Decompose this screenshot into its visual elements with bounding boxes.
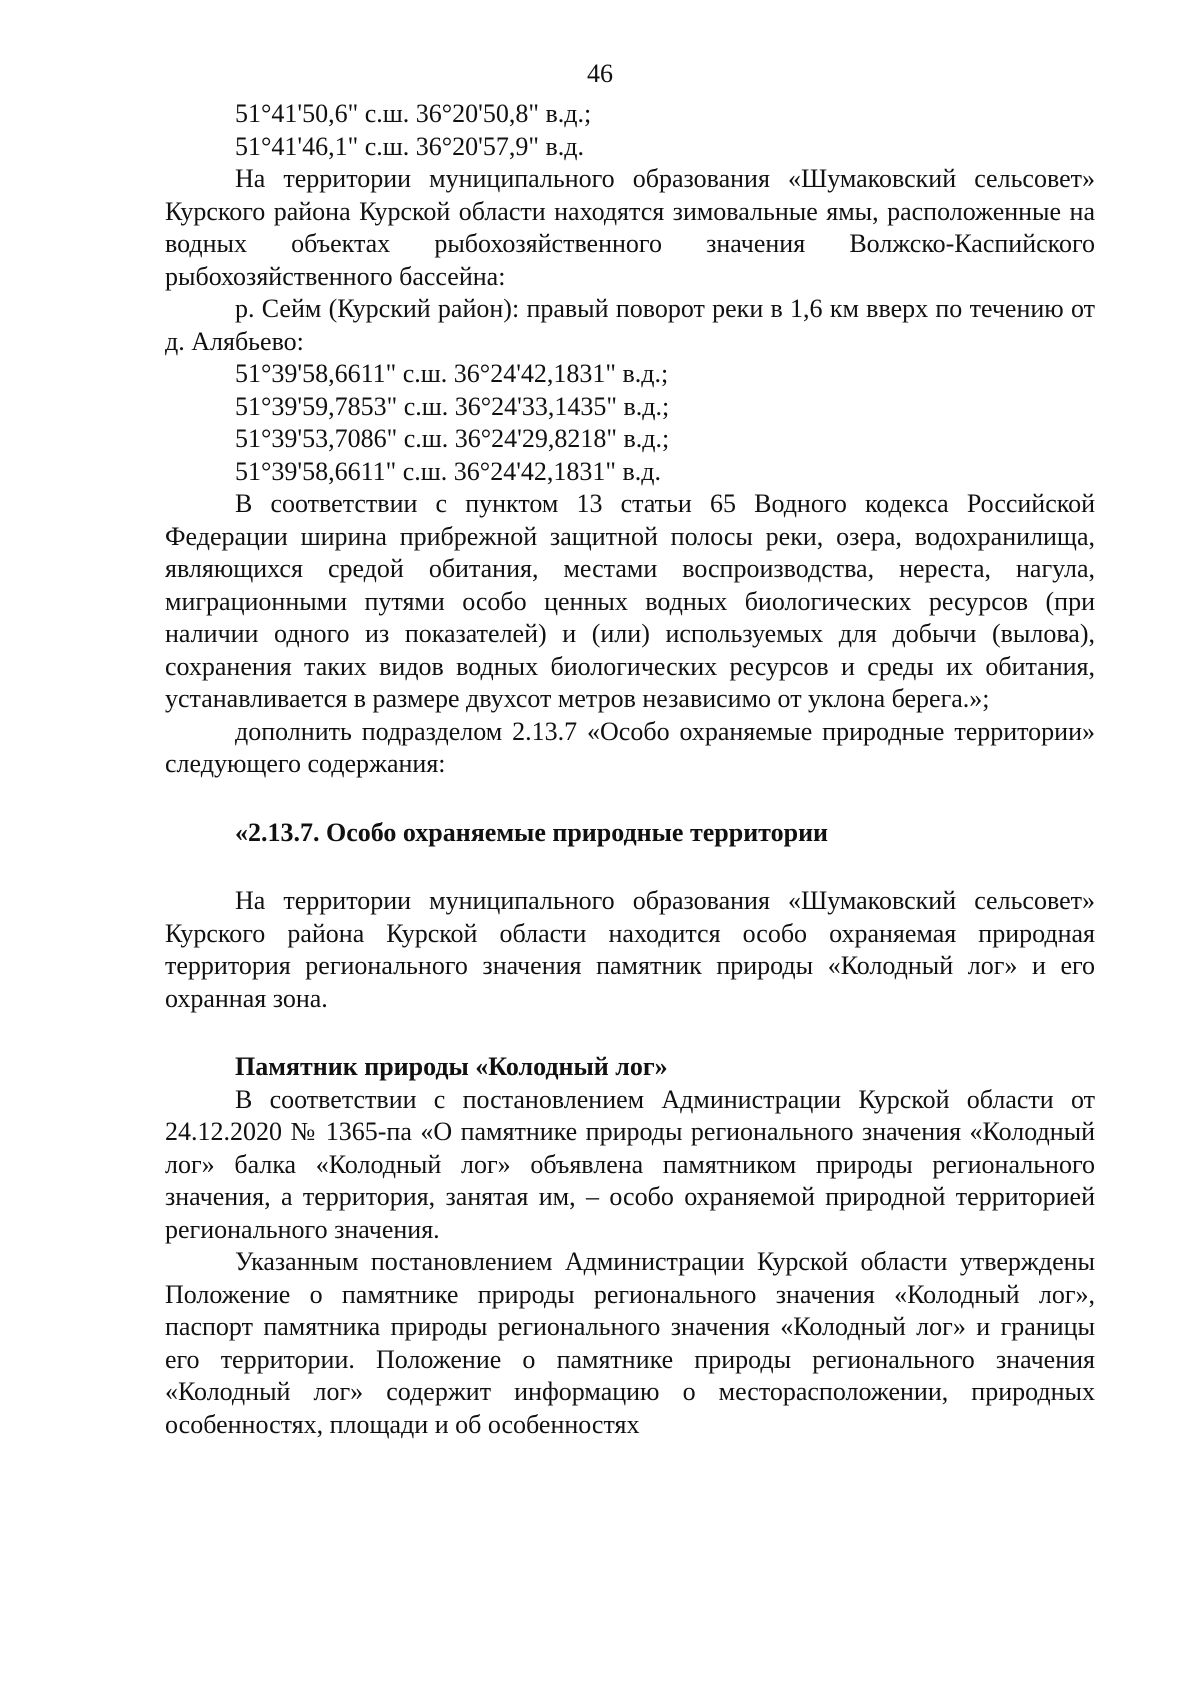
- coordinate-line: 51°39'58,6611" с.ш. 36°24'42,1831" в.д.;: [235, 359, 669, 388]
- coordinate-line: 51°39'58,6611" с.ш. 36°24'42,1831" в.д.: [235, 456, 661, 486]
- document-body: [165, 98, 1095, 1441]
- spacer: [165, 781, 1095, 817]
- coordinate-line: 51°39'53,7086" с.ш. 36°24'29,8218" в.д.;: [235, 424, 670, 453]
- paragraph-decree: В соответствии с постановлением Администрации Курской области от 24.12.2020 № 1365-па «О памятнике природы регионального значения «Колодный лог» балка «Колодный лог» объявлена памятником природы регионального значения, а территория, занятая им, – особо охраняемой природной территорией регионального значения.: [165, 1084, 1095, 1244]
- subsection-heading: Памятник природы «Колодный лог»: [235, 1052, 668, 1081]
- spacer: [165, 849, 1095, 885]
- paragraph-wintering-pits: На территории муниципального образования «Шумаковский сельсовет» Курского района Курской области находятся зимовальные ямы, расположенные на водных объектах рыбохозяйственного значения Волжско-Каспийского рыбохозяйственного бассейна:: [165, 164, 1095, 291]
- coordinate-line: 51°41'50,6" с.ш. 36°20'50,8" в.д.;: [235, 99, 592, 128]
- paragraph-regulation: Указанным постановлением Администрации Курской области утверждены Положение о памятнике природы регионального значения «Колодный лог», паспорт памятника природы регионального значения «Колодный лог» и границы его территории. Положение о памятнике природы регионального значения «Колодный лог» содержит информацию о месторасположении, природных особенностях, площади и об особенностях: [165, 1247, 1095, 1439]
- spacer: [165, 1015, 1095, 1051]
- coordinate-line: 51°41'46,1" с.ш. 36°20'57,9" в.д.: [235, 131, 584, 161]
- page-number: 46: [587, 59, 613, 88]
- paragraph-river-seym: р. Сейм (Курский район): правый поворот реки в 1,6 км вверх по течению от д. Алябьево:: [165, 294, 1095, 356]
- section-heading: «2.13.7. Особо охраняемые природные территории: [235, 817, 829, 847]
- paragraph-protected-area: На территории муниципального образования «Шумаковский сельсовет» Курского района Курской области находится особо охраняемая природная территория регионального значения памятник природы «Колодный лог» и его охранная зона.: [165, 886, 1095, 1013]
- coordinate-line: 51°39'59,7853" с.ш. 36°24'33,1435" в.д.;: [235, 391, 670, 421]
- paragraph-water-code: В соответствии с пунктом 13 статьи 65 Водного кодекса Российской Федерации ширина прибрежной защитной полосы реки, озера, водохранилища, являющихся средой обитания, местами воспроизводства, нереста, нагула, миграционными путями особо ценных водных биологических ресурсов (при наличии одного из показателей) и (или) используемых для добычи (вылова), сохранения таких видов водных биологических ресурсов и среды их обитания, устанавливается в размере двухсот метров независимо от уклона берега.»;: [165, 489, 1095, 713]
- paragraph-supplement: дополнить подразделом 2.13.7 «Особо охраняемые природные территории» следующего содержания:: [165, 716, 1095, 778]
